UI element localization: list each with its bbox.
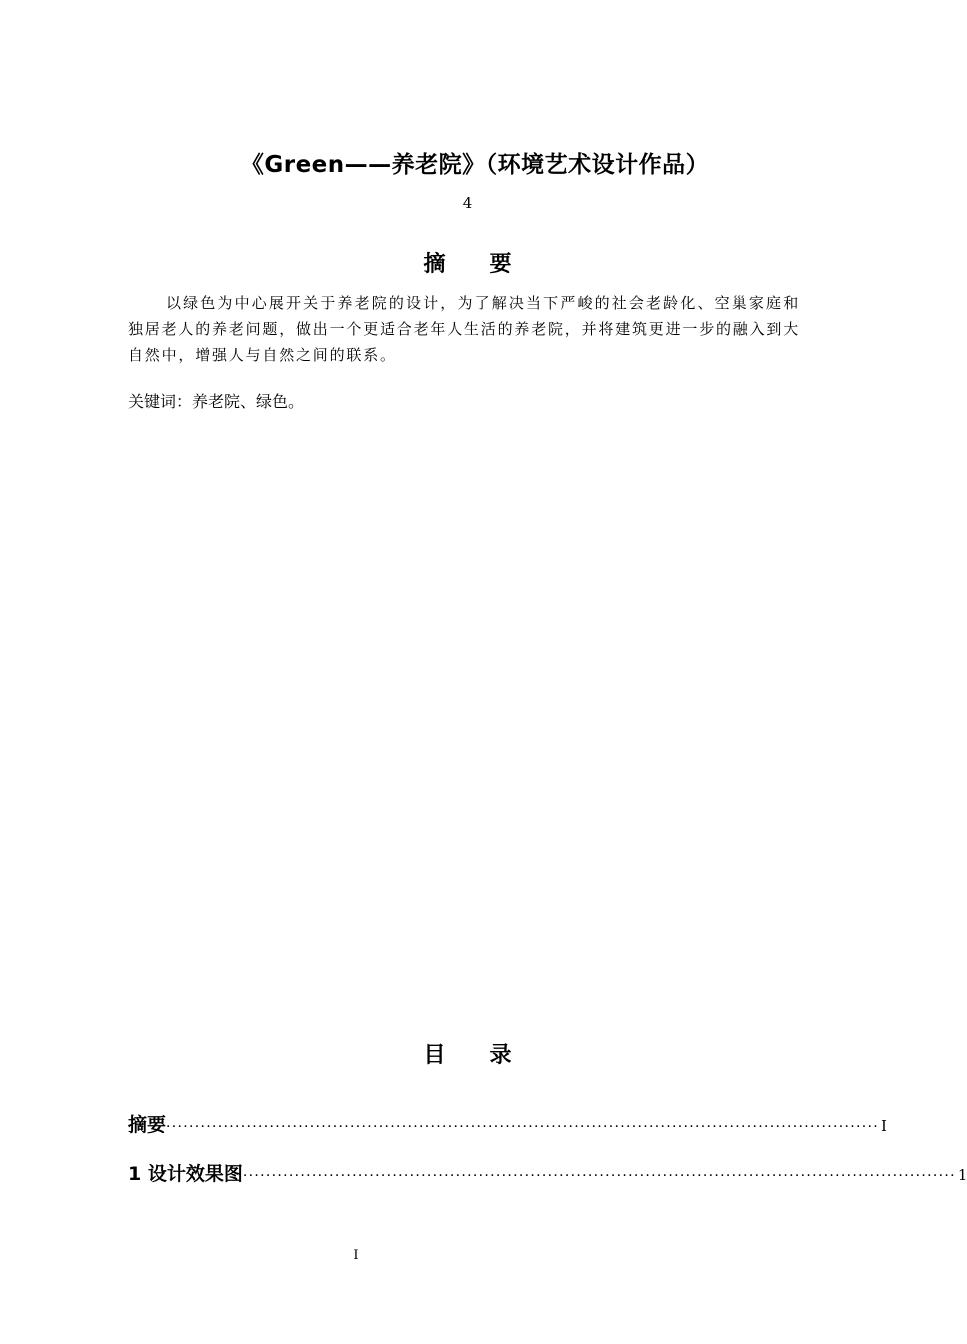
toc-entry[interactable]	[128, 1160, 967, 1190]
toc-entry-page: 1	[957, 1166, 967, 1184]
abstract-heading-right: 要	[489, 252, 512, 277]
keywords: 关键词：养老院、绿色。	[128, 392, 305, 411]
toc-entry-label: 摘要	[128, 1114, 167, 1136]
abstract-body: 以绿色为中心展开关于养老院的设计，为了解决当下严峻的社会老龄化、空巢家庭和独居老人的养老问题，做出一个更适合老年人生活的养老院，并将建筑更进一步的融入到大自然中，增强人与自然之间的联系。	[128, 294, 801, 364]
document-title: 《Green——养老院》（环境艺术设计作品）	[240, 152, 710, 178]
footer-page-number: I	[353, 1248, 359, 1263]
abstract-heading	[0, 250, 935, 280]
toc-heading-left: 目	[423, 1043, 446, 1068]
toc-entry-label: 1 设计效果图	[128, 1163, 243, 1185]
toc-leader-dots: ····························································································································	[166, 1119, 880, 1135]
toc-entry[interactable]	[128, 1111, 887, 1141]
abstract-heading-left: 摘	[423, 252, 446, 277]
toc-heading	[0, 1041, 935, 1071]
toc-leader-dots: ····························································································································	[242, 1168, 956, 1184]
title-number: 4	[462, 194, 473, 212]
toc-entry-page: I	[881, 1117, 887, 1135]
toc-heading-right: 录	[489, 1043, 512, 1068]
